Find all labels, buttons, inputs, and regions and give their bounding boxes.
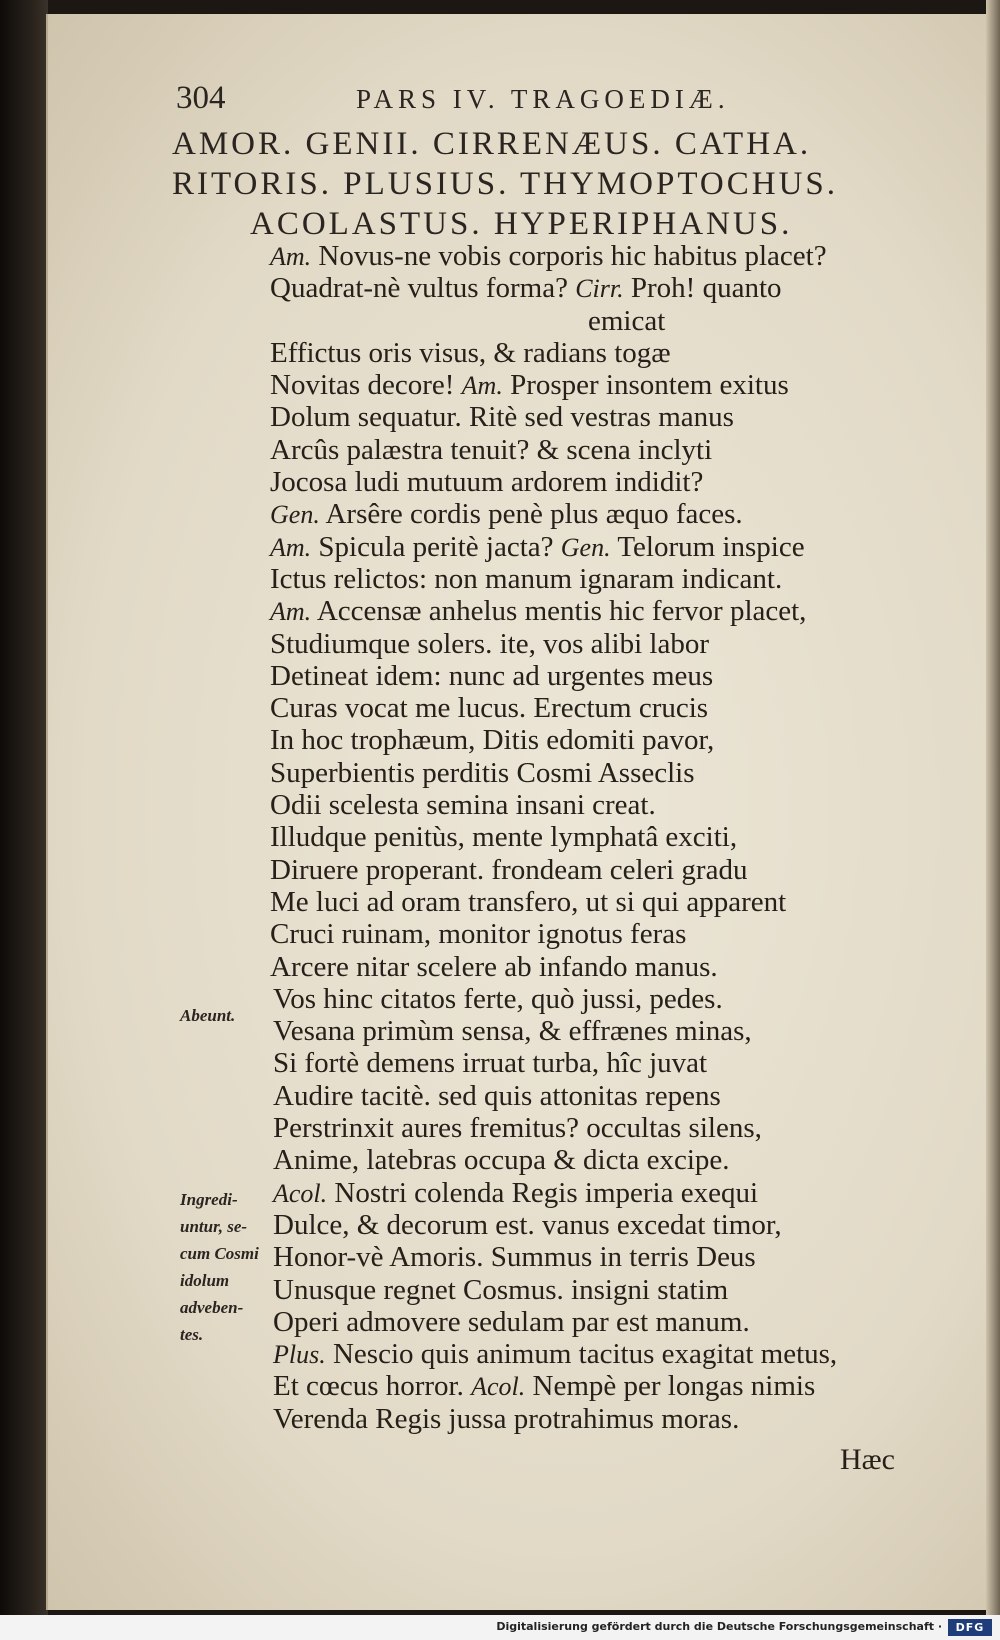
verse-line: Vesana primùm sensa, & effrænes minas, [273, 1015, 752, 1048]
page-header [176, 78, 816, 128]
verse-line-text: Proh! quanto [623, 272, 782, 305]
speaker-label: Cirr. [575, 274, 624, 304]
stage-direction-ingrediuntur [180, 1186, 270, 1348]
verse-line: In hoc trophæum, Ditis edomiti pavor, [270, 724, 715, 757]
verse-line: Anime, latebras occupa & dicta excipe. [273, 1144, 730, 1177]
verse-line: Dulce, & decorum est. vanus excedat timor, [273, 1208, 782, 1241]
speaker-label: Am. [270, 532, 312, 562]
verse-line: Audire tacitè. sed quis attonitas repens [273, 1079, 721, 1112]
verse-line: Si fortè demens irruat turba, hîc juvat [273, 1047, 708, 1080]
dfg-logo: DFG [948, 1619, 992, 1636]
verse-line: Unusque regnet Cosmus. insigni statim [273, 1273, 729, 1306]
persons-line: RITORIS. PLUSIUS. THYMOPTOCHUS. [172, 166, 839, 202]
persons-line: AMOR. GENII. CIRRENÆUS. CATHA. [172, 126, 812, 162]
verse-line: Detineat idem: nunc ad urgentes meus [270, 659, 714, 692]
verse-line: Illudque penitùs, mente lymphatâ exciti, [270, 821, 738, 854]
verse-line-text: Prosper insontem exitus [502, 369, 789, 402]
verse-line: Honor-vè Amoris. Summus in terris Deus [273, 1241, 756, 1274]
digitization-footer [0, 1615, 1000, 1640]
verse-line [270, 595, 930, 627]
verse-line: Odii scelesta semina insani creat. [270, 789, 656, 822]
stage-direction-line: Ingredi- [180, 1190, 238, 1209]
verse-line: Cruci ruinam, monitor ignotus feras [270, 918, 687, 951]
verse-line-text: Quadrat-nè vultus forma? [270, 272, 576, 305]
speaker-label: Plus. [273, 1340, 326, 1370]
stage-direction-line: adveben- [180, 1298, 244, 1317]
verse-line: Verenda Regis jussa protrahimus moras. [273, 1402, 740, 1435]
verse-line: Jocosa ludi mutuum ardorem indidit? [270, 466, 704, 499]
speaker-label: Gen. [270, 500, 320, 530]
speaker-label: Am. [270, 242, 312, 271]
running-title: PARS IV. TRAGOEDIÆ. [356, 84, 730, 114]
speaker-label: Acol. [471, 1372, 526, 1402]
verse-line: Superbientis perditis Cosmi Asseclis [270, 756, 695, 789]
verse-line-text: Spicula peritè jacta? [311, 530, 561, 563]
verse-line-text: Novus-ne vobis corporis hic habitus placet? [311, 240, 827, 272]
verse-line: Operi admovere sedulam par est manum. [273, 1305, 750, 1338]
verse-line-text: Arsêre cordis penè plus æquo faces. [319, 498, 743, 531]
stage-direction-line: idolum [180, 1271, 230, 1290]
speaker-label: Am. [270, 597, 312, 627]
verse-line-text: Nescio quis animum tacitus exagitat metus, [325, 1338, 838, 1371]
verse-line-continuation: emicat [588, 304, 666, 337]
verse-line: Dolum sequatur. Ritè sed vestras manus [270, 401, 734, 434]
verse-line [270, 1177, 930, 1209]
verse-line-text: Nostri colenda Regis imperia exequi [327, 1176, 759, 1209]
verse-line-text: Accensæ anhelus mentis hic fervor placet, [311, 595, 807, 628]
verse-line-text: Telorum inspice [610, 530, 805, 563]
dramatis-personae [172, 124, 932, 244]
verse-line [270, 369, 930, 401]
catchword: Hæc [840, 1443, 895, 1476]
verse-line [270, 240, 930, 272]
verse-line [270, 1338, 930, 1370]
page-edge [986, 0, 1000, 1615]
verse-text [270, 240, 930, 1435]
persons-line: ACOLASTUS. HYPERIPHANUS. [250, 206, 793, 242]
verse-line: Studiumque solers. ite, vos alibi labor [270, 627, 709, 660]
speaker-label: Am. [461, 371, 503, 401]
page-number: 304 [176, 80, 226, 116]
verse-line: Perstrinxit aures fremitus? occultas silens, [273, 1112, 762, 1145]
stage-direction-line: tes. [180, 1325, 204, 1344]
verse-line [270, 531, 930, 563]
verse-line [270, 272, 930, 304]
verse-line: Diruere properant. frondeam celeri gradu [270, 853, 748, 886]
verse-line [270, 1370, 930, 1402]
funding-notice: Digitalisierung gefördert durch die Deutsche Forschungsgemeinschaft · [496, 1620, 942, 1633]
speaker-label: Gen. [560, 532, 611, 562]
verse-line: Arcûs palæstra tenuit? & scena inclyti [270, 433, 713, 466]
verse-line: Ictus relictos: non manum ignaram indicant. [270, 562, 783, 595]
verse-line: Vos hinc citatos ferte, quò jussi, pedes. [273, 982, 723, 1015]
verse-line-text: Novitas decore! [270, 369, 462, 402]
verse-line-text: Et cœcus horror. [273, 1370, 472, 1403]
verse-line: Curas vocat me lucus. Erectum crucis [270, 692, 709, 725]
stage-direction-abeunt: Abeunt. [180, 1006, 236, 1025]
stage-direction-line: untur, se- [180, 1217, 248, 1236]
verse-line-text: Nempè per longas nimis [525, 1370, 816, 1403]
speaker-label: Acol. [273, 1178, 328, 1208]
verse-line: Me luci ad oram transfero, ut si qui apparent [270, 885, 787, 918]
verse-line [270, 498, 930, 530]
book-spine [0, 0, 48, 1615]
verse-line: Effictus oris visus, & radians togæ [270, 336, 671, 369]
verse-line: Arcere nitar scelere ab infando manus. [270, 950, 718, 983]
stage-direction-line: cum Cosmi [180, 1244, 259, 1263]
